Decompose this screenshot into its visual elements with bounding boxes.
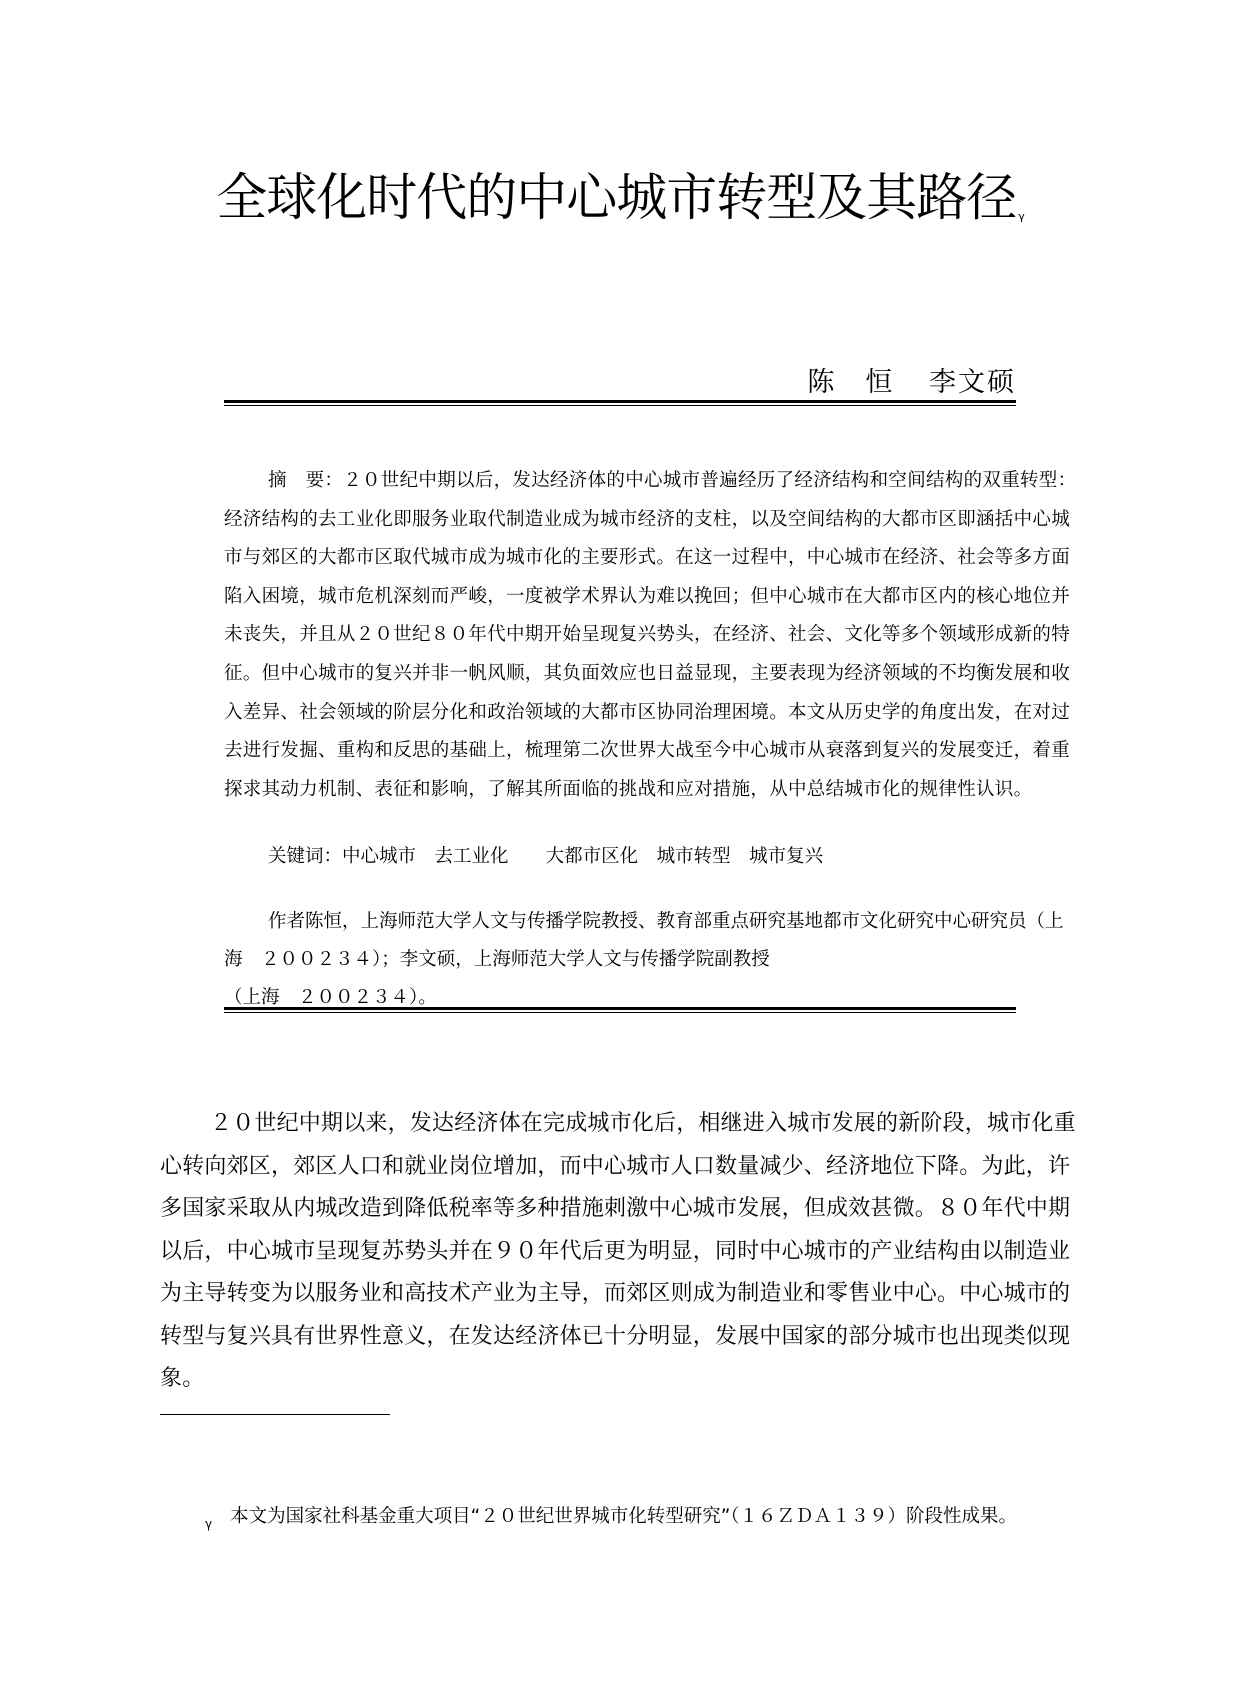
footnote-text: 本文为国家社科基金重大项目“２０世纪世界城市化转型研究”（１６ＺＤＡ１３９）阶段性成果。 [230, 1506, 1018, 1527]
author-name: 李文硕 [929, 367, 1016, 398]
author-info [224, 903, 1064, 1017]
abstract-text: ２０世纪中期以后，发达经济体的中心城市普遍经历了经济结构和空间结构的双重转型：经济结构的去工业化即服务业取代制造业成为城市经济的支柱，以及空间结构的大都市区即涵括中心城市与郊区的大都市区取代城市成为城市化的主要形式。在这一过程中，中心城市在经济、社会等多方面陷入困境，城市危机深刻而严峻，一度被学术界认为难以挽回；但中心城市在大都市区内的核心地位并未丧失，并且从２０世纪８０年代中期开始呈现复兴势头，在经济、社会、文化等多个领域形成新的特征。但中心城市的复兴并非一帆风顺，其负面效应也日益显现，主要表现为经济领域的不均衡发展和收入差异、社会领域的阶层分化和政治领域的大都市区协同治理困境。本文从历史学的角度出发，在对过去进行发掘、重构和反思的基础上，梳理第二次世界大战至今中心城市从衰落到复兴的发展变迁，着重探求其动力机制、表征和影响，了解其所面临的挑战和应对措施，从中总结城市化的规律性认识。 [224, 470, 1077, 800]
keywords [268, 838, 823, 876]
footnote [205, 1502, 1018, 1531]
keywords-label: 关键词： [268, 846, 343, 867]
body-text: ２０世纪中期以来，发达经济体在完成城市化后，相继进入城市发展的新阶段，城市化重心转向郊区，郊区人口和就业岗位增加，而中心城市人口数量减少、经济地位下降。为此，许多国家采取从内城改造到降低税率等多种措施刺激中心城市发展，但成效甚微。８０年代中期以后，中心城市呈现复苏势头并在９０年代后更为明显，同时中心城市的产业结构由以制造业为主导转变为以服务业和高技术产业为主导，而郊区则成为制造业和零售业中心。中心城市的转型与复兴具有世界性意义，在发达经济体已十分明显，发展中国家的部分城市也出现类似现象。 [160, 1111, 1076, 1391]
body-paragraph [160, 1103, 1078, 1401]
abstract [224, 462, 1084, 809]
footnote-mark: γ [205, 1517, 213, 1531]
header-double-rule [224, 400, 1016, 406]
abstract-label: 摘 要： [268, 470, 344, 491]
author-info-line: （上海 ２００２３４）。 [224, 987, 437, 1008]
keyword: 城市转型 [656, 846, 731, 867]
title-footnote-mark: γ [1018, 210, 1024, 223]
author-info-line: 作者陈恒，上海师范大学人文与传播学院教授、教育部重点研究基地都市文化研究中心研究员（上海 ２００２３４）；李文硕，上海师范大学人文与传播学院副教授 [224, 911, 1064, 970]
keyword: 大都市区化 [545, 846, 639, 867]
author-list [783, 360, 1016, 399]
title-text: 全球化时代的中心城市转型及其路径 [216, 169, 1017, 228]
paper-title [0, 164, 1240, 234]
keyword: 去工业化 [434, 846, 509, 867]
author-name: 陈 恒 [807, 367, 895, 398]
keyword: 中心城市 [342, 846, 417, 867]
keyword: 城市复兴 [749, 846, 824, 867]
footnote-separator [160, 1414, 390, 1415]
author-info-double-rule [224, 1007, 1016, 1013]
